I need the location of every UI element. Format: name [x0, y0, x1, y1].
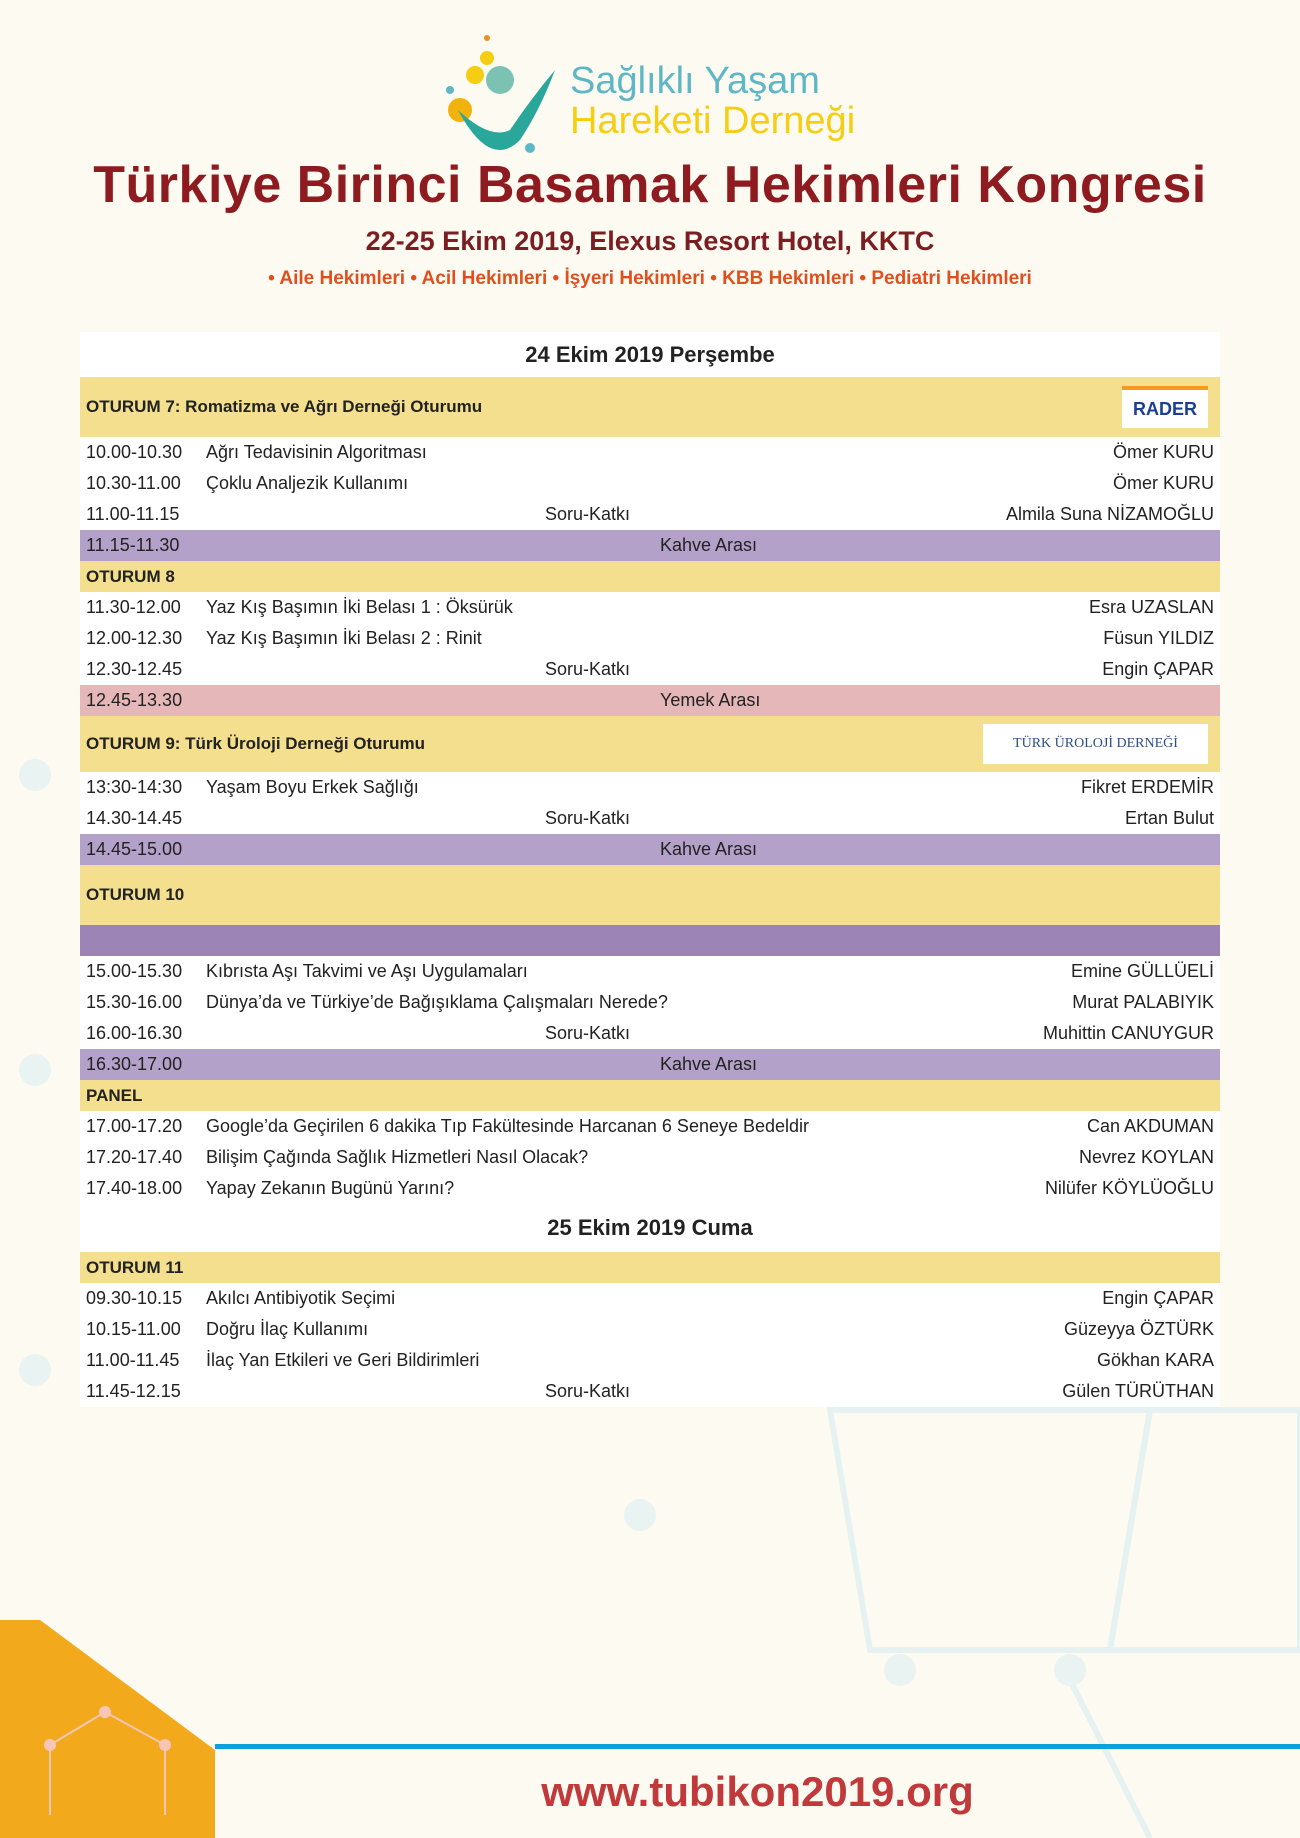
talk-title: Dünya’da ve Türkiye’de Bağışıklama Çalışmaları Nerede?: [206, 992, 668, 1012]
session-title: OTURUM 11: [86, 1257, 184, 1277]
qa-time: 14.30-14.45: [86, 808, 183, 828]
break-label: Kahve Arası: [660, 1054, 758, 1074]
speaker-name: Nilüfer KÖYLÜOĞLU: [1044, 1178, 1214, 1198]
talk-time: 15.00-15.30: [86, 961, 183, 981]
talk-title: Bilişim Çağında Sağlık Hizmetleri Nasıl Olacak?: [206, 1147, 589, 1167]
qa-row: [80, 803, 1220, 834]
qa-time: 11.00-11.15: [86, 504, 180, 524]
qa-label: Soru-Katkı: [545, 1023, 631, 1043]
talk-title: Yaz Kış Başımın İki Belası 1 : Öksürük: [206, 597, 513, 617]
qa-label: Soru-Katkı: [545, 808, 631, 828]
session-title: OTURUM 8: [86, 566, 175, 586]
break-time: 14.45-15.00: [86, 839, 183, 859]
break-label: Yemek Arası: [660, 690, 761, 710]
talk-row: [80, 623, 1220, 654]
logo-mark-icon: [430, 30, 570, 160]
day-title: 24 Ekim 2019 Perşembe: [525, 341, 775, 367]
talk-row: [80, 1283, 1220, 1314]
qa-row: [80, 499, 1220, 530]
session-title: OTURUM 7: Romatizma ve Ağrı Derneği Oturumu: [86, 397, 483, 416]
talk-time: 15.30-16.00: [86, 992, 183, 1012]
speaker-name: Fikret ERDEMİR: [1080, 777, 1214, 797]
talk-row: [80, 1345, 1220, 1376]
speaker-name: Ömer KURU: [1112, 473, 1214, 493]
sponsor-logo: TÜRK ÜROLOJİ DERNEĞİ: [983, 724, 1208, 764]
talk-title: Yaşam Boyu Erkek Sağlığı: [206, 777, 419, 797]
talk-title: Yaz Kış Başımın İki Belası 2 : Rinit: [206, 628, 482, 648]
coffee-break-row: [80, 834, 1220, 865]
moderator-name: Almila Suna NİZAMOĞLU: [1005, 504, 1214, 524]
day-title: 25 Ekim 2019 Cuma: [547, 1215, 753, 1240]
qa-label: Soru-Katkı: [545, 1381, 631, 1401]
moderator-name: Gülen TÜRÜTHAN: [1062, 1381, 1214, 1401]
qa-row: [80, 1376, 1220, 1407]
coffee-break-row: [80, 530, 1220, 561]
talk-title: Kıbrısta Aşı Takvimi ve Aşı Uygulamaları: [206, 961, 528, 981]
session-header: [80, 561, 1220, 592]
session-header: [80, 716, 1220, 772]
qa-row: [80, 1018, 1220, 1049]
talk-title: Çoklu Analjezik Kullanımı: [206, 473, 409, 493]
disciplines-list: • Aile Hekimleri • Acil Hekimleri • İşyeri Hekimleri • KBB Hekimleri • Pediatri Hekimleri: [268, 268, 1032, 289]
talk-row: [80, 772, 1220, 803]
speaker-name: Ömer KURU: [1112, 442, 1214, 462]
program-table: [80, 332, 1220, 1407]
talk-time: 12.00-12.30: [86, 628, 183, 648]
moderator-name: Engin ÇAPAR: [1102, 659, 1214, 679]
session-header: [80, 377, 1220, 437]
website-link[interactable]: www.tubikon2019.org: [541, 1768, 974, 1815]
speaker-name: Güzeyya ÖZTÜRK: [1063, 1319, 1214, 1339]
speaker-name: Nevrez KOYLAN: [1078, 1147, 1214, 1167]
talk-time: 13:30-14:30: [86, 777, 183, 797]
talk-title: Google’da Geçirilen 6 dakika Tıp Fakültesinde Harcanan 6 Seneye Bedeldir: [206, 1116, 810, 1136]
coffee-break-row: [80, 1049, 1220, 1080]
session-title: OTURUM 10: [86, 885, 185, 904]
qa-label: Soru-Katkı: [545, 504, 631, 524]
session-header: [80, 1080, 1220, 1111]
speaker-name: Gökhan KARA: [1096, 1350, 1214, 1370]
congress-date-venue: 22-25 Ekim 2019, Elexus Resort Hotel, KKTC: [365, 226, 935, 256]
talk-row: [80, 592, 1220, 623]
talk-title: Akılcı Antibiyotik Seçimi: [206, 1288, 396, 1308]
talk-time: 17.20-17.40: [86, 1147, 183, 1167]
talk-time: 10.30-11.00: [86, 473, 181, 493]
talk-time: 10.15-11.00: [86, 1319, 181, 1339]
talk-row: [80, 1173, 1220, 1204]
talk-row: [80, 437, 1220, 468]
talk-row: [80, 987, 1220, 1018]
session-header: [80, 865, 1220, 925]
day-header: [80, 1204, 1220, 1252]
congress-title: Türkiye Birinci Basamak Hekimleri Kongresi: [93, 156, 1207, 214]
talk-time: 17.00-17.20: [86, 1116, 183, 1136]
talk-row: [80, 1142, 1220, 1173]
moderator-name: Ertan Bulut: [1124, 808, 1214, 828]
qa-time: 16.00-16.30: [86, 1023, 183, 1043]
speaker-name: Engin ÇAPAR: [1102, 1288, 1214, 1308]
day-header: [80, 332, 1220, 377]
talk-time: 11.00-11.45: [86, 1350, 180, 1370]
qa-time: 11.45-12.15: [86, 1381, 181, 1401]
break-label: Kahve Arası: [660, 839, 758, 859]
logo-text-line2: Hareketi Derneği: [570, 100, 856, 142]
speaker-name: Murat PALABIYIK: [1072, 992, 1214, 1012]
talk-time: 17.40-18.00: [86, 1178, 183, 1198]
break-time: 16.30-17.00: [86, 1054, 183, 1074]
session-header: [80, 1252, 1220, 1283]
break-time: 12.45-13.30: [86, 690, 183, 710]
talk-time: 09.30-10.15: [86, 1288, 183, 1308]
empty-row: [80, 925, 1220, 956]
talk-title: Ağrı Tedavisinin Algoritması: [206, 442, 427, 462]
lunch-break-row: [80, 685, 1220, 716]
break-label: Kahve Arası: [660, 535, 758, 555]
talk-time: 10.00-10.30: [86, 442, 183, 462]
talk-title: Doğru İlaç Kullanımı: [206, 1319, 369, 1339]
qa-label: Soru-Katkı: [545, 659, 631, 679]
talk-row: [80, 1111, 1220, 1142]
speaker-name: Esra UZASLAN: [1088, 597, 1214, 617]
moderator-name: Muhittin CANUYGUR: [1042, 1023, 1214, 1043]
footer-divider: [215, 1744, 1300, 1749]
speaker-name: Emine GÜLLÜELİ: [1070, 961, 1214, 981]
sponsor-logo: RADER: [1122, 386, 1208, 428]
session-title: OTURUM 9: Türk Üroloji Derneği Oturumu: [86, 734, 426, 753]
orange-hexagon-corner: [0, 1620, 215, 1838]
talk-row: [80, 468, 1220, 499]
session-title: PANEL: [86, 1085, 143, 1105]
talk-time: 11.30-12.00: [86, 597, 181, 617]
qa-time: 12.30-12.45: [86, 659, 183, 679]
qa-row: [80, 654, 1220, 685]
talk-row: [80, 1314, 1220, 1345]
talk-title: İlaç Yan Etkileri ve Geri Bildirimleri: [206, 1350, 480, 1370]
logo-text-line1: Sağlıklı Yaşam: [570, 60, 820, 102]
speaker-name: Can AKDUMAN: [1086, 1116, 1214, 1136]
break-time: 11.15-11.30: [86, 535, 180, 555]
talk-row: [80, 956, 1220, 987]
talk-title: Yapay Zekanın Bugünü Yarını?: [206, 1178, 455, 1198]
speaker-name: Füsun YILDIZ: [1103, 628, 1214, 648]
association-logo: [430, 30, 890, 160]
